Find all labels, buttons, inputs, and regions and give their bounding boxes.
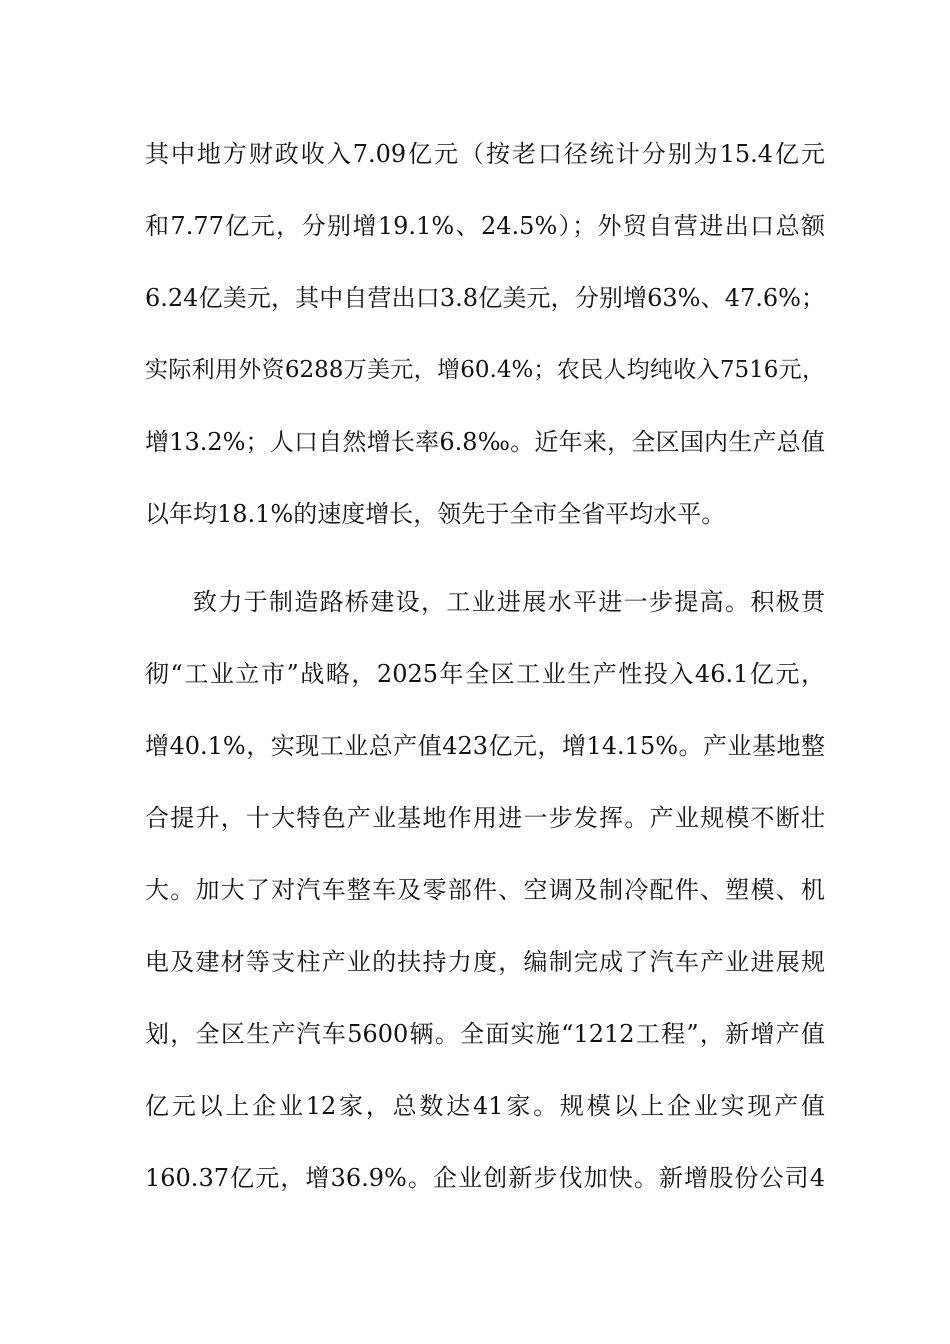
paragraph-line: 电及建材等支柱产业的扶持力度，编制完成了汽车产业进展规 — [145, 948, 825, 976]
paragraph-line: 和7.77亿元，分别增19.1%、24.5%）；外贸自营进出口总额 — [145, 212, 825, 240]
paragraph-line: 以年均18.1%的速度增长，领先于全市全省平均水平。 — [145, 500, 726, 528]
paragraph-line: 其中地方财政收入7.09亿元（按老口径统计分别为15.4亿元 — [145, 140, 825, 168]
paragraph-line: 增40.1%，实现工业总产值423亿元，增14.15%。产业基地整 — [145, 732, 825, 760]
paragraph-line: 亿元以上企业12家，总数达41家。规模以上企业实现产值 — [145, 1092, 825, 1120]
paragraph-line: 彻“工业立市”战略，2025年全区工业生产性投入46.1亿元， — [145, 660, 825, 688]
paragraph-line: 160.37亿元，增36.9%。企业创新步伐加快。新增股份公司4 — [145, 1164, 825, 1192]
paragraph-line: 合提升，十大特色产业基地作用进一步发挥。产业规模不断壮 — [145, 804, 825, 832]
paragraph-line: 致力于制造路桥建设，工业进展水平进一步提高。积极贯 — [193, 588, 825, 616]
paragraph-line: 划，全区生产汽车5600辆。全面实施“1212工程”，新增产值 — [145, 1020, 825, 1048]
paragraph-line: 实际利用外资6288万美元，增60.4%；农民人均纯收入7516元， — [145, 357, 825, 383]
paragraph-line: 6.24亿美元，其中自营出口3.8亿美元，分别增63%、47.6%； — [145, 284, 825, 312]
paragraph-line: 大。加大了对汽车整车及零部件、空调及制冷配件、塑模、机 — [145, 876, 825, 904]
paragraph-line: 增13.2%；人口自然增长率6.8‰。近年来，全区国内生产总值 — [145, 428, 825, 456]
